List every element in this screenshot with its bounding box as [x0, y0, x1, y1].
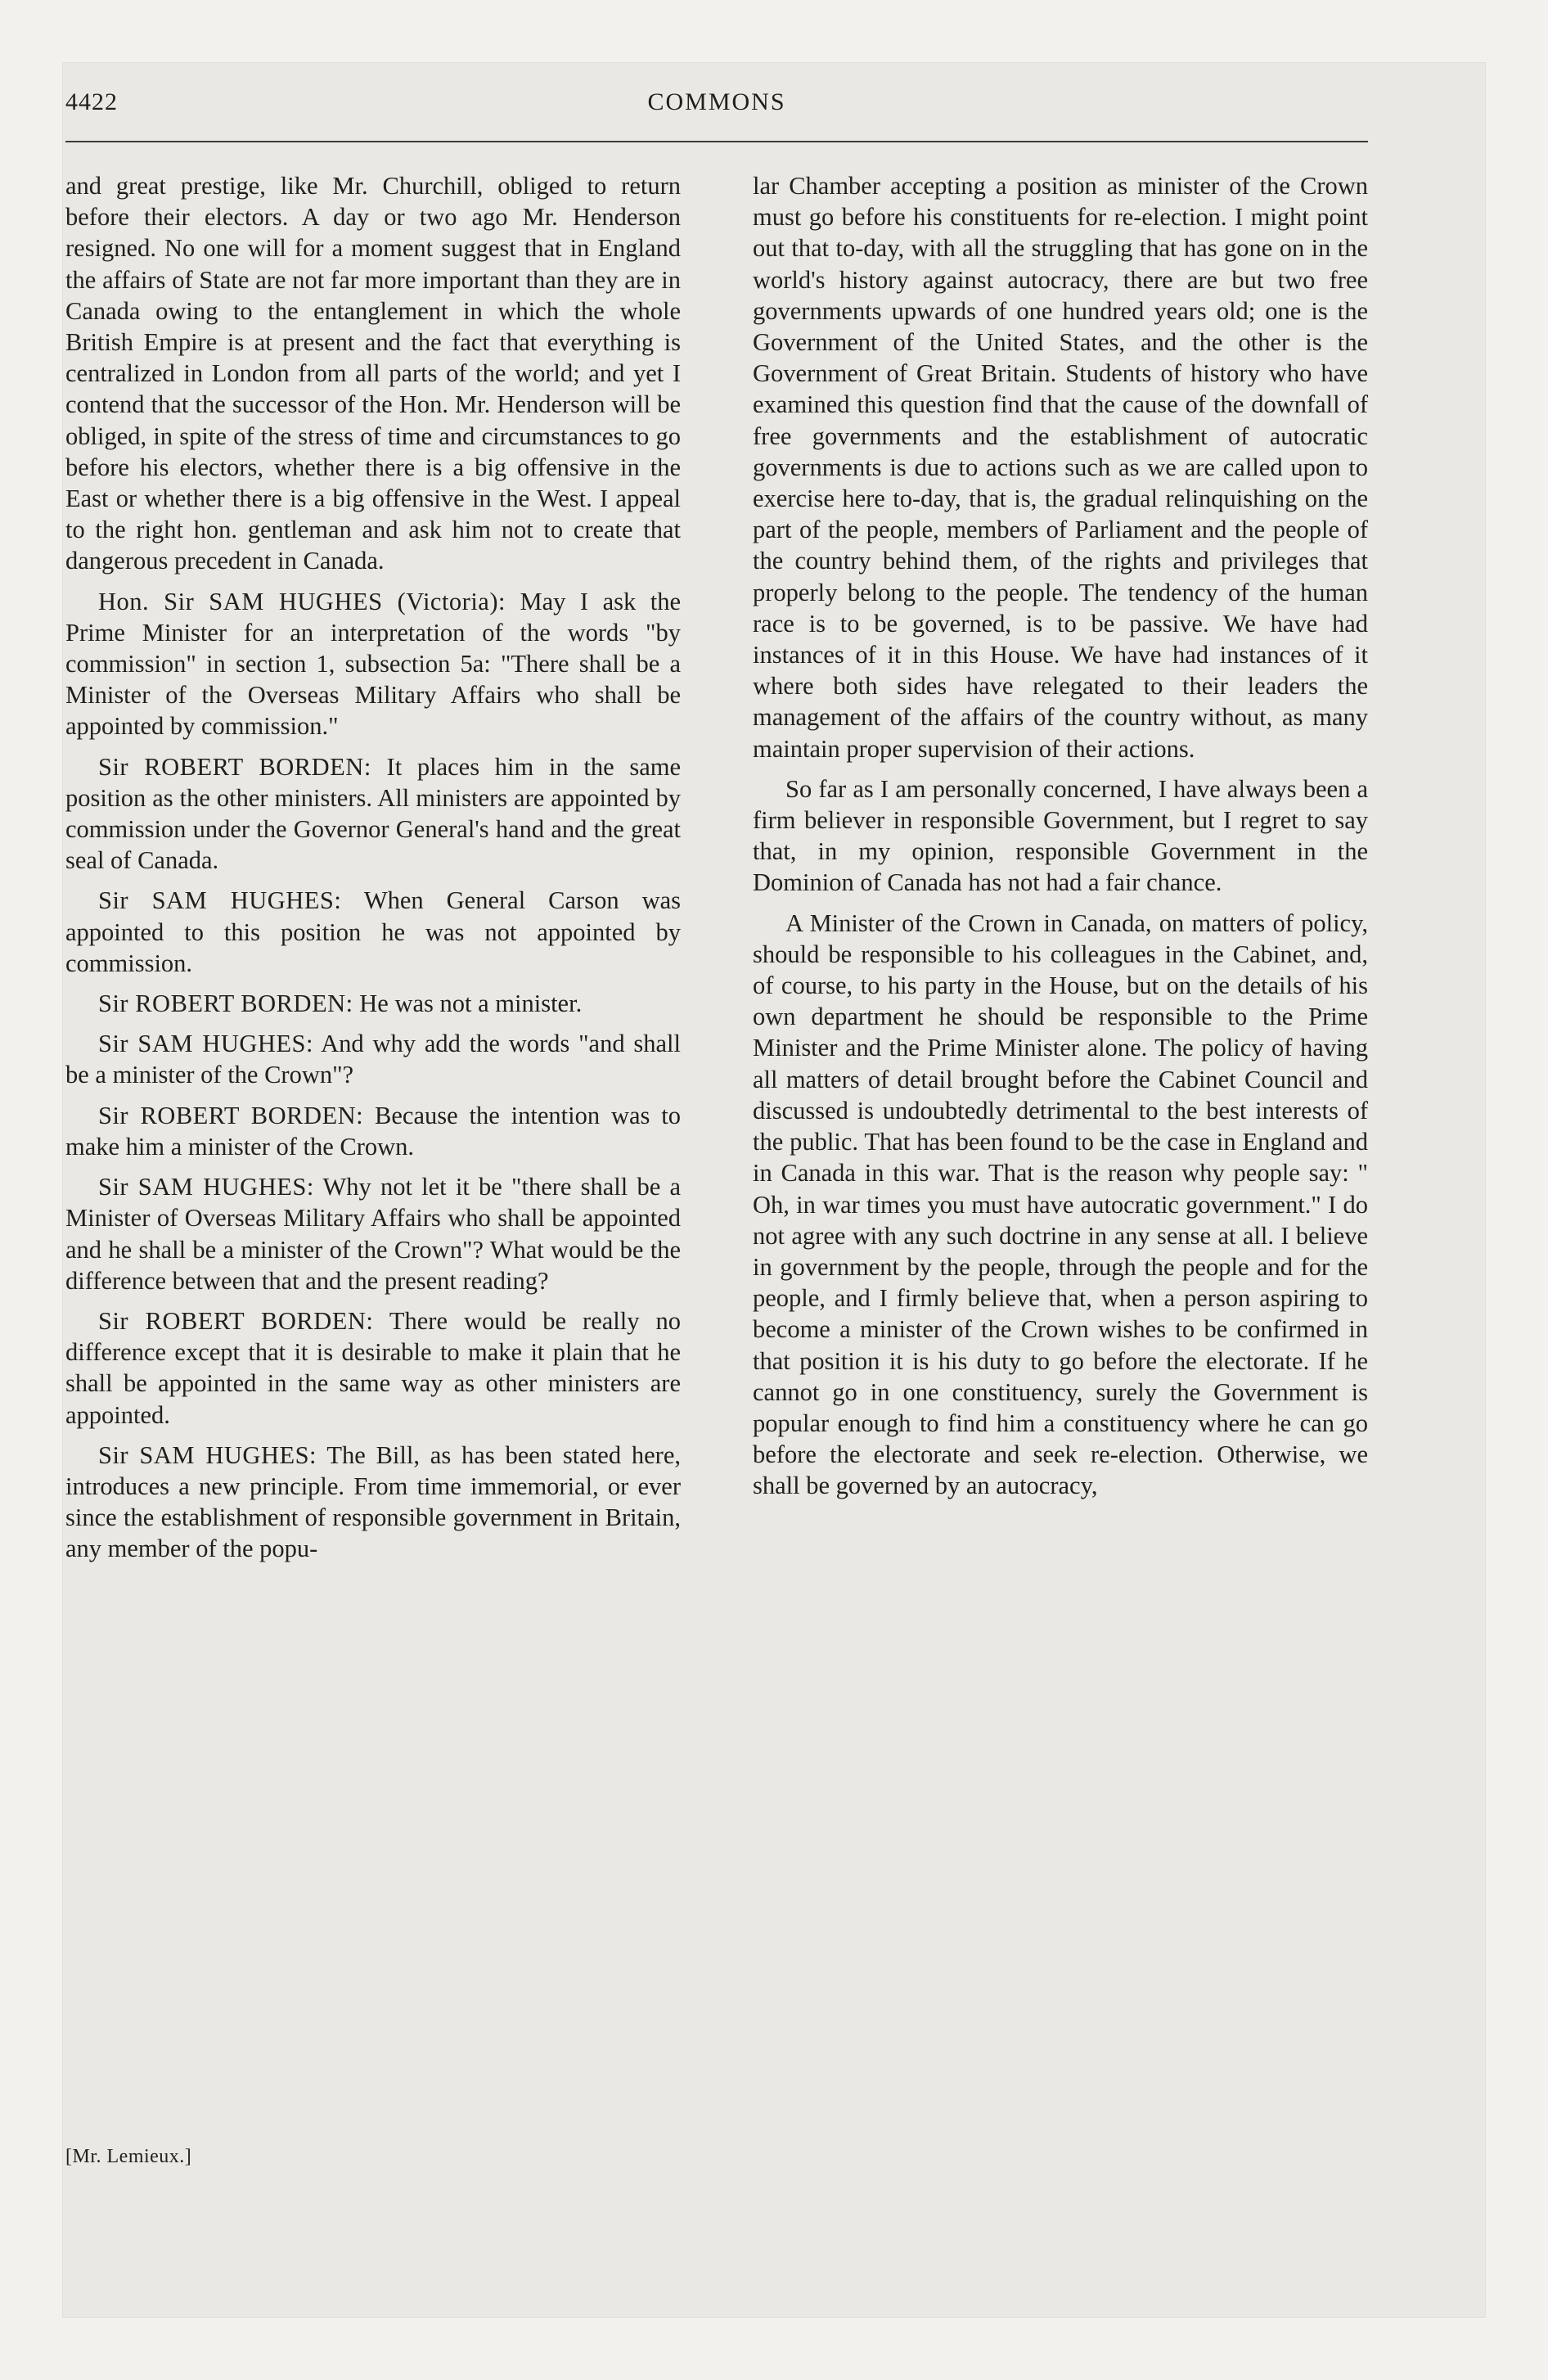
- paragraph: [65, 751, 681, 877]
- speaker-name: Sir ROBERT BORDEN:: [98, 752, 371, 781]
- page-header: [65, 88, 1368, 137]
- paragraph-text: The Bill, as has been stated here, introduces a new principle. From time immemorial, or ever since the establishment of responsible government in Britain, any member of the popu-: [65, 1440, 682, 1563]
- paragraph: [753, 773, 1368, 899]
- paragraph: [65, 1171, 681, 1296]
- paragraph-text: So far as I am personally concerned, I have always been a firm believer in responsible Government, but I regret to say that, in my opinion, responsible Government in the Dominion of Canada has not had a fair chance.: [753, 774, 1368, 897]
- paragraph: [753, 908, 1368, 1502]
- running-head: COMMONS: [647, 88, 786, 115]
- speaker-name: Sir SAM HUGHES:: [98, 1030, 313, 1058]
- paragraph: [65, 1100, 681, 1162]
- paragraph-text: There would be really no difference except that it is desirable to make it plain that he shall be appointed in the same way as other ministers are appointed.: [65, 1306, 681, 1429]
- paragraph-text: And why add the words "and shall be a minister of the Crown"?: [65, 1030, 682, 1089]
- speaker-name: Sir SAM HUGHES:: [98, 886, 342, 915]
- paragraph: [65, 586, 681, 742]
- paragraph-text: It places him in the same position as the other ministers. All ministers are appointed by commission under the Governor General's hand and the great seal of Canada.: [65, 752, 682, 875]
- paragraph-text: lar Chamber accepting a position as minister of the Crown must go before his constituents for re-election. I might point out that to-day, with all the struggling that has gone on in the world's history against autocracy, there are but two free governments upwards of one hundred years old; one is the Government of the United States, and the other is the Government of Great Britain. Students of history who have examined this question find that the cause of the downfall of free governments and the establishment of autocratic governments is due to actions such as we are called upon to exercise here to-day, that is, the gradual relinquishing on the part of the people, members of Parliament and the people of the country behind them, of the rights and privileges that properly belong to the people. The tendency of the human race is to be governed, is to be passive. We have had instances of it in this House. We have had instances of it where both sides have relegated to their leaders the management of the affairs of the country without, as many maintain proper supervision of their actions.: [753, 172, 1368, 763]
- paragraph: [753, 170, 1368, 764]
- page-number: 4422: [65, 88, 118, 115]
- speaker-name: Sir ROBERT BORDEN:: [98, 1306, 374, 1335]
- paragraph-text: May I ask the Prime Minister for an interpretation of the words "by commission" in section 1, subsection 5a: "There shall be a Minister of the Overseas Military Affairs who shall be appointed by commission.": [65, 587, 682, 741]
- right-column: [753, 170, 1368, 1511]
- paragraph-text: He was not a minister.: [359, 989, 583, 1018]
- paragraph-text: and great prestige, like Mr. Churchill, obliged to return before their electors. A day or two ago Mr. Henderson resigned. No one will for a moment suggest that in England the affairs of State are not far more important than they are in Canada owing to the entanglement in which the whole British Empire is at present and the fact that everything is centralized in London from all parts of the world; and yet I contend that the successor of the Hon. Mr. Henderson will be obliged, in spite of the stress of time and circumstances to go before his electors, whether there is a big offensive in the East or whether there is a big offensive in the West. I appeal to the right hon. gentleman and ask him not to create that dangerous precedent in Canada.: [65, 172, 681, 575]
- paragraph-text: Because the intention was to make him a minister of the Crown.: [65, 1101, 681, 1161]
- paragraph: [65, 988, 681, 1019]
- paragraph: [65, 1440, 681, 1565]
- paragraph-text: A Minister of the Crown in Canada, on matters of policy, should be responsible to his colleagues in the Cabinet, and, of course, to his party in the House, but on the details of his own department he should be responsible to the Prime Minister and the Prime Minister alone. The policy of having all matters of detail brought before the Cabinet Council and discussed is undoubtedly detrimental to the best interests of the public. That has been found to be the case in England and in Canada in this war. That is the reason why people say: " Oh, in war times you must have autocratic government." I do not agree with any such doctrine in any sense at all. I believe in government by the people, through the people and for the people, and I firmly believe that, when a person aspiring to become a minister of the Crown wishes to be confirmed in that position it is his duty to go before the electorate. If he cannot go in one constituency, surely the Government is popular enough to find him a constituency where he can go before the electorate and seek re-election. Otherwise, we shall be governed by an autocracy,: [753, 908, 1368, 1500]
- speaker-name: Sir SAM HUGHES:: [98, 1440, 317, 1469]
- paragraph: [65, 885, 681, 979]
- speaker-name: Hon. Sir SAM HUGHES (Victoria):: [98, 587, 506, 615]
- header-rule: [65, 141, 1368, 142]
- speaker-name: Sir SAM HUGHES:: [98, 1173, 314, 1201]
- paragraph: [65, 1028, 681, 1090]
- paragraph-text: Why not let it be "there shall be a Minister of Overseas Military Affairs who shall be appointed and he shall be a minister of the Crown"? What would be the difference between that and the present reading?: [65, 1173, 682, 1295]
- speaker-name: Sir ROBERT BORDEN:: [98, 989, 353, 1018]
- left-column: [65, 170, 681, 1574]
- footnote: [Mr. Lemieux.]: [65, 2146, 192, 2167]
- paragraph-text: When General Carson was appointed to this position he was not appointed by commission.: [65, 886, 682, 977]
- speaker-name: Sir ROBERT BORDEN:: [98, 1101, 364, 1129]
- paragraph: [65, 1305, 681, 1431]
- paragraph: [65, 170, 681, 577]
